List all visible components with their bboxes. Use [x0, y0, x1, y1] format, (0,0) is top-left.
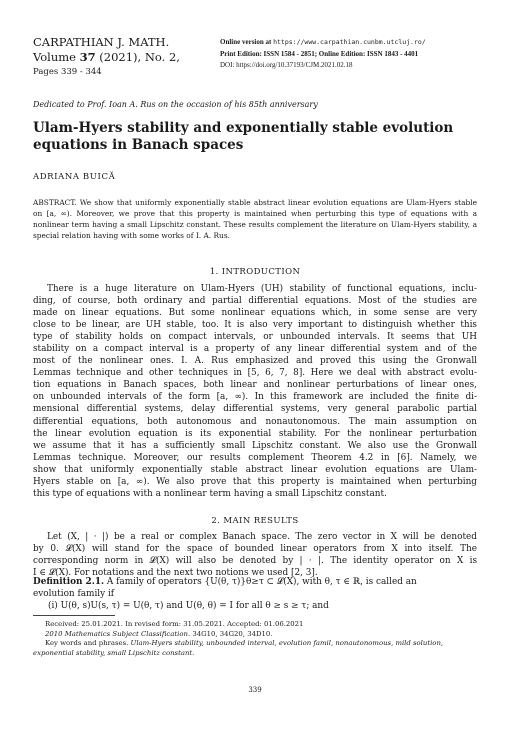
page-number: 339 — [248, 686, 262, 694]
footnote-received: Received: 25.01.2021. In revised form: 31.05.2021. Accepted: 01.06.2021 — [45, 620, 304, 628]
text-line: this type of equations with a nonlinear term having a small Lipschitz constant. — [33, 488, 387, 499]
definition-2-1: Definition 2.1. A family of operators {U(θ, τ)}θ≥τ ⊂ 𝓛(X), with θ, τ ∈ ℝ, is called an evolution family if — [33, 577, 417, 600]
introduction-paragraph — [33, 283, 477, 500]
text-line: I ∈ 𝓛(X). For notations and the next two notions we used [2, 3]. — [33, 568, 318, 579]
abstract-text: We show that uniformly exponentially stable abstract linear evolution equations are Ulam-Hyers stable on [a, ∞). Moreover, we prove that this property is maintained when perturbing this type of equations with a nonlinear term having a small Lipschitz constant. These results complement the literature on Ulam-Hyers stability, a special relation having with some works of I. A. Rus. — [33, 198, 477, 240]
text-line: we assume that it has a sufficiently small Lipschitz constant. We also use the Gronwall — [33, 440, 477, 451]
footnote-msc: 2010 Mathematics Subject Classification. 34G10, 34G20, 34D10. — [45, 629, 273, 638]
text-line: on unbounded intervals of the form [a, ∞). In this framework are included the finite di- — [33, 392, 477, 403]
main-results-paragraph — [33, 531, 477, 579]
text-line: Hyers stable on [a, ∞). We also prove that this property is maintained when perturbing — [33, 476, 477, 487]
text-line: corresponding norm in 𝓛(X) will also be denoted by | · |. The identity operator on X is — [33, 556, 477, 567]
abstract-label: ABSTRACT. — [33, 198, 77, 207]
text-line: Lemmas technique. Moreover, our results complement Theorem 4.2 in [6]. Namely, we — [33, 452, 477, 463]
abstract — [33, 197, 477, 241]
paper-title: Ulam-Hyers stability and exponentially stable evolution equations in Banach spaces — [33, 120, 454, 153]
text-line: differential equations, both autonomous and nonautonomous. The main assumption on — [33, 416, 477, 427]
journal-pages: Pages 339 - 344 — [33, 67, 102, 77]
text-line: Let (X, | · |) be a real or complex Banach space. The zero vector in X will be denoted — [47, 532, 477, 542]
online-url-link[interactable]: https://www.carpathian.cunbm.utcluj.ro/ — [273, 38, 426, 46]
footnotes — [33, 620, 477, 658]
text-line: type of stability holds on compact intervals, or unbounded intervals. It seems that UH — [33, 332, 477, 343]
text-line: close to be linear, are UH stable, too. It is also very important to distinguish whether this — [33, 320, 477, 331]
publication-info — [220, 37, 426, 72]
text-line: There is a huge literature on Ulam-Hyers (UH) stability of functional equations, inclu- — [47, 284, 477, 294]
text-line: show that uniformly exponentially stable abstract linear evolution equations are Ulam- — [33, 464, 477, 475]
journal-volume: Volume 37 (2021), No. 2, — [33, 50, 180, 64]
text-line: Lemmas technique and other techniques in [5, 6, 7, 8]. Here we deal with abstract evolu- — [33, 368, 477, 379]
online-version: Online version at https://www.carpathian.cunbm.utcluj.ro/ — [220, 38, 426, 46]
text-line: most of the nonlinear ones. I. A. Rus emphasized and proved this using the Gronwall — [33, 356, 477, 367]
issn-line: Print Edition: ISSN 1584 - 2851; Online Edition: ISSN 1843 - 4401 — [220, 49, 419, 58]
text-line: mensional differential systems, delay differential systems, very general parabolic partial — [33, 404, 477, 415]
author-name: ADRIANA BUICĂ — [33, 172, 116, 182]
definition-item-i: (i) U(θ, s)U(s, τ) = U(θ, τ) and U(θ, θ) = I for all θ ≥ s ≥ τ; and — [48, 601, 329, 611]
journal-header — [33, 35, 180, 80]
text-line: by 0. 𝓛(X) will stand for the space of bounded linear operators from X into itself. The — [33, 544, 477, 555]
doi-link[interactable]: DOI: https://doi.org/10.37193/CJM.2021.02.18 — [220, 61, 353, 69]
definition-label: Definition 2.1. — [33, 577, 105, 587]
journal-name: CARPATHIAN J. MATH. — [33, 35, 170, 49]
footnote-divider — [33, 615, 115, 616]
section-heading-main-results: 2. MAIN RESULTS — [211, 516, 299, 526]
footnote-keywords: Key words and phrases. Ulam-Hyers stability, unbounded interval, evolution famil, nonautonomous, mild solution, exponential stability, small Lipschitz constant. — [33, 639, 444, 657]
text-line: the linear evolution equation is its exponential stability. For the nonlinear perturbation — [33, 428, 477, 439]
text-line: made on linear equations. But some nonlinear equations which, in some sense are very — [33, 308, 477, 319]
section-heading-introduction: 1. INTRODUCTION — [209, 267, 301, 277]
text-line: stability on a compact interval is a property of any linear differential system and of the — [33, 344, 477, 355]
dedication: Dedicated to Prof. Ioan A. Rus on the occasion of his 85th anniversary — [33, 100, 318, 109]
text-line: ding, of course, both ordinary and partial differential equations. Most of the studies are — [33, 296, 477, 307]
text-line: tion equations in Banach spaces, both linear and nonlinear perturbations of linear ones, — [33, 380, 477, 391]
